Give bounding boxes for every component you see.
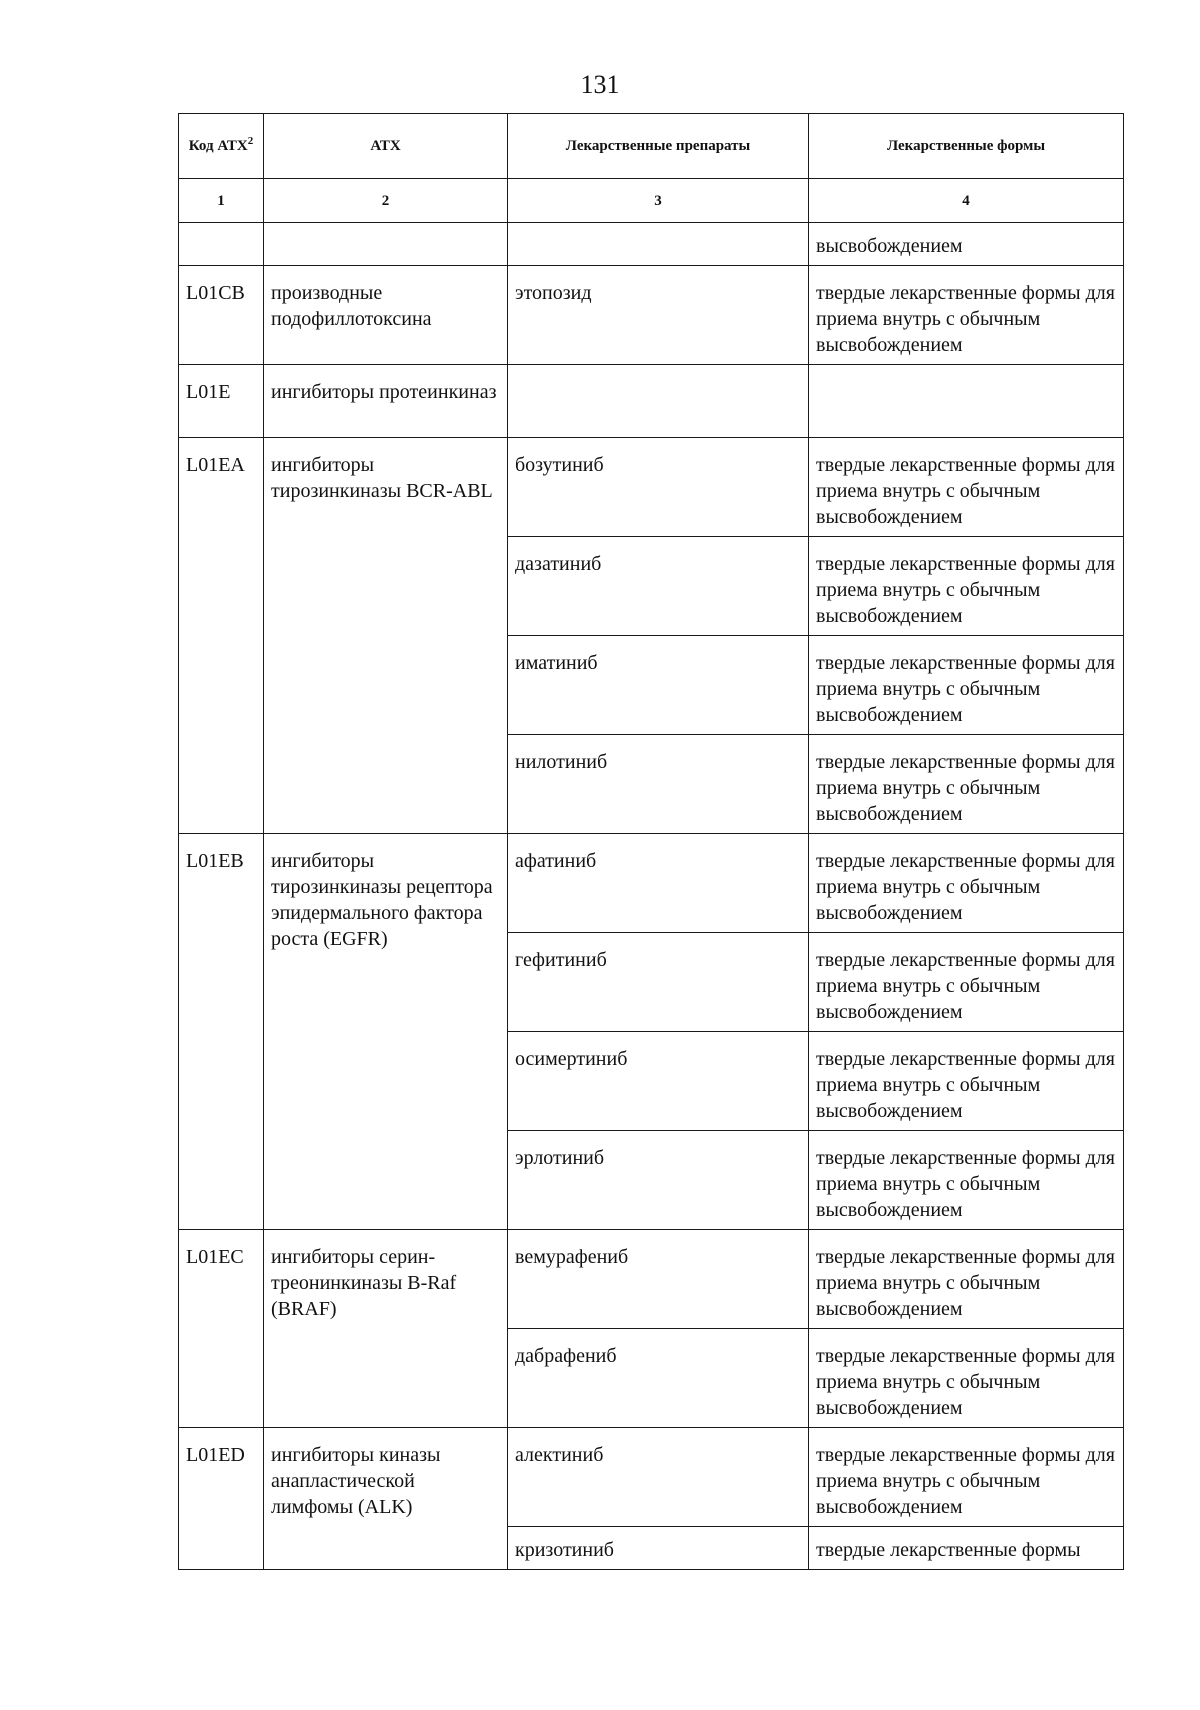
table-row (179, 1428, 1124, 1527)
dosage-form-cell: твердые лекарственные формы для приема внутрь с обычным высвобождением (809, 438, 1124, 537)
dosage-form-cell: твердые лекарственные формы для приема внутрь с обычным высвобождением (809, 735, 1124, 834)
dosage-form-cell: твердые лекарственные формы для приема внутрь с обычным высвобождением (809, 266, 1124, 365)
column-number: 2 (264, 179, 508, 223)
atc-name-cell (264, 223, 508, 266)
table-row (179, 365, 1124, 438)
header-forms: Лекарственные формы (809, 114, 1124, 179)
header-atc-code: Код АТХ$^2$ (179, 114, 264, 179)
dosage-form-cell: твердые лекарственные формы для приема внутрь с обычным высвобождением (809, 933, 1124, 1032)
dosage-form-cell: твердые лекарственные формы для приема внутрь с обычным высвобождением (809, 1329, 1124, 1428)
drug-cell: афатиниб (508, 834, 809, 933)
dosage-form-cell: твердые лекарственные формы для приема внутрь с обычным высвобождением (809, 636, 1124, 735)
drug-cell: вемурафениб (508, 1230, 809, 1329)
drug-cell: иматиниб (508, 636, 809, 735)
drug-cell: гефитиниб (508, 933, 809, 1032)
atc-code-cell: L01CB (179, 266, 264, 365)
column-number: 4 (809, 179, 1124, 223)
atc-code-cell (179, 223, 264, 266)
dosage-form-cell: твердые лекарственные формы (809, 1527, 1124, 1570)
table-row (179, 438, 1124, 537)
drug-cell (508, 223, 809, 266)
atc-name-cell: ингибиторы киназы анапластической лимфомы (ALK) (264, 1428, 508, 1570)
table-row (179, 266, 1124, 365)
table-row (179, 1230, 1124, 1329)
drug-cell: нилотиниб (508, 735, 809, 834)
drug-cell: этопозид (508, 266, 809, 365)
atc-name-cell: ингибиторы тирозинкиназы BCR-ABL (264, 438, 508, 834)
drug-cell: кризотиниб (508, 1527, 809, 1570)
drug-cell: осимертиниб (508, 1032, 809, 1131)
drug-cell (508, 365, 809, 438)
column-number-row (179, 179, 1124, 223)
atc-name-cell: ингибиторы протеинкиназ (264, 365, 508, 438)
table-row (179, 223, 1124, 266)
atc-name-cell: ингибиторы серин-треонинкиназы B-Raf (BRAF) (264, 1230, 508, 1428)
atc-code-cell: L01EB (179, 834, 264, 1230)
dosage-form-cell: твердые лекарственные формы для приема внутрь с обычным высвобождением (809, 537, 1124, 636)
dosage-form-cell: твердые лекарственные формы для приема внутрь с обычным высвобождением (809, 1230, 1124, 1329)
table-header-row (179, 114, 1124, 179)
drug-cell: дазатиниб (508, 537, 809, 636)
dosage-form-cell: высвобождением (809, 223, 1124, 266)
atc-code-cell: L01E (179, 365, 264, 438)
atc-code-cell: L01EA (179, 438, 264, 834)
header-drugs: Лекарственные препараты (508, 114, 809, 179)
column-number: 1 (179, 179, 264, 223)
atc-name-cell: ингибиторы тирозинкиназы рецептора эпидермального фактора роста (EGFR) (264, 834, 508, 1230)
drug-cell: эрлотиниб (508, 1131, 809, 1230)
dosage-form-cell: твердые лекарственные формы для приема внутрь с обычным высвобождением (809, 1428, 1124, 1527)
atc-name-cell: производные подофиллотоксина (264, 266, 508, 365)
drug-cell: бозутиниб (508, 438, 809, 537)
page-number: 131 (580, 70, 620, 99)
dosage-form-cell: твердые лекарственные формы для приема внутрь с обычным высвобождением (809, 1032, 1124, 1131)
atc-code-cell: L01EC (179, 1230, 264, 1428)
dosage-form-cell: твердые лекарственные формы для приема внутрь с обычным высвобождением (809, 834, 1124, 933)
atc-drug-table (178, 113, 1124, 1570)
drug-cell: дабрафениб (508, 1329, 809, 1428)
atc-code-cell: L01ED (179, 1428, 264, 1570)
dosage-form-cell (809, 365, 1124, 438)
drug-cell: алектиниб (508, 1428, 809, 1527)
table-row (179, 834, 1124, 933)
column-number: 3 (508, 179, 809, 223)
header-atc: АТХ (264, 114, 508, 179)
dosage-form-cell: твердые лекарственные формы для приема внутрь с обычным высвобождением (809, 1131, 1124, 1230)
